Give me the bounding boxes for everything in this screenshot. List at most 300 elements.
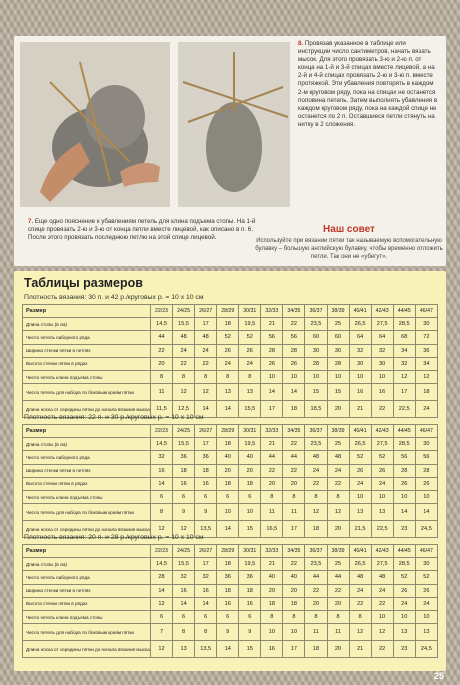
size-header-cell: 22/23 bbox=[151, 425, 173, 438]
table-cell: 68 bbox=[393, 331, 415, 344]
table-cell: 8 bbox=[283, 610, 305, 623]
table-cell: 30 bbox=[415, 438, 437, 451]
advice-title: Наш совет bbox=[323, 224, 375, 235]
table-cell: 52 bbox=[415, 571, 437, 584]
table-cell: 44 bbox=[327, 571, 349, 584]
table-cell: 24 bbox=[217, 357, 239, 370]
row-label: Длина стопы (в см) bbox=[23, 558, 151, 571]
table-cell: 18 bbox=[415, 384, 437, 401]
row-label: Число петель наборного ряда bbox=[23, 571, 151, 584]
table-cell: 21 bbox=[261, 438, 283, 451]
table-cell: 22 bbox=[283, 438, 305, 451]
table-cell: 28 bbox=[283, 344, 305, 357]
table-cell: 24 bbox=[173, 344, 195, 357]
table-cell: 8 bbox=[349, 610, 371, 623]
table-cell: 14 bbox=[151, 584, 173, 597]
table-cell: 15,5 bbox=[173, 558, 195, 571]
table-cell: 18 bbox=[283, 401, 305, 418]
row-label: Длина стопы (в см) bbox=[23, 438, 151, 451]
row-label: Ширина стенки пятки в петлях bbox=[23, 584, 151, 597]
size-header-cell: 38/39 bbox=[327, 545, 349, 558]
table-cell: 22 bbox=[371, 641, 393, 658]
row-label: Высота стенки пятки в рядах bbox=[23, 597, 151, 610]
row-label: Длина носка от середины пятки до начала вязания мыска bbox=[23, 641, 151, 658]
table-cell: 52 bbox=[217, 331, 239, 344]
table-cell: 24 bbox=[349, 477, 371, 490]
size-header-cell: 24/25 bbox=[173, 425, 195, 438]
table-cell: 17 bbox=[283, 641, 305, 658]
size-header-label: Размер bbox=[23, 305, 151, 318]
table-cell: 18 bbox=[217, 584, 239, 597]
table-cell: 26 bbox=[217, 344, 239, 357]
table-row bbox=[23, 584, 438, 597]
table-cell: 25 bbox=[327, 438, 349, 451]
table-cell: 22 bbox=[195, 357, 217, 370]
table-cell: 10 bbox=[239, 504, 261, 521]
table-row bbox=[23, 318, 438, 331]
table-cell: 14 bbox=[173, 597, 195, 610]
table-cell: 9 bbox=[239, 624, 261, 641]
table-cell: 28,5 bbox=[393, 438, 415, 451]
size-header-cell: 34/35 bbox=[283, 425, 305, 438]
table-cell: 14 bbox=[415, 504, 437, 521]
table-cell: 17 bbox=[195, 318, 217, 331]
table-cell: 26 bbox=[371, 464, 393, 477]
table-cell: 26,5 bbox=[349, 438, 371, 451]
size-header-label: Размер bbox=[23, 425, 151, 438]
table-cell: 20 bbox=[217, 464, 239, 477]
size-header-cell: 28/29 bbox=[217, 425, 239, 438]
table-cell: 24 bbox=[393, 597, 415, 610]
table-cell: 48 bbox=[349, 571, 371, 584]
table-cell: 11 bbox=[283, 504, 305, 521]
table-cell: 72 bbox=[415, 331, 437, 344]
table-cell: 28,5 bbox=[393, 558, 415, 571]
table-cell: 20 bbox=[327, 521, 349, 538]
table-cell: 8 bbox=[151, 504, 173, 521]
table-cell: 18 bbox=[305, 641, 327, 658]
row-label: Число петель клина подъема стопы bbox=[23, 370, 151, 383]
row-label: Число петель наборного ряда bbox=[23, 331, 151, 344]
table-cell: 27,5 bbox=[371, 558, 393, 571]
row-label: Высота стенки пятки в рядах bbox=[23, 477, 151, 490]
table-cell: 8 bbox=[195, 624, 217, 641]
table-cell: 24 bbox=[195, 344, 217, 357]
table-cell: 6 bbox=[151, 610, 173, 623]
table-cell: 26 bbox=[283, 357, 305, 370]
page-title: Таблицы размеров bbox=[24, 276, 143, 290]
table-row bbox=[23, 370, 438, 383]
table-cell: 28 bbox=[261, 344, 283, 357]
table-cell: 23,5 bbox=[305, 438, 327, 451]
table-cell: 23,5 bbox=[305, 318, 327, 331]
table-cell: 8 bbox=[327, 490, 349, 503]
table-cell: 16 bbox=[239, 597, 261, 610]
size-table-2 bbox=[22, 424, 438, 538]
table-cell: 14 bbox=[261, 384, 283, 401]
size-header-cell: 26/27 bbox=[195, 545, 217, 558]
table-cell: 56 bbox=[261, 331, 283, 344]
table-cell: 14,5 bbox=[151, 318, 173, 331]
table-cell: 10 bbox=[349, 490, 371, 503]
table-cell: 8 bbox=[173, 624, 195, 641]
table-cell: 8 bbox=[195, 370, 217, 383]
table-cell: 18 bbox=[217, 558, 239, 571]
table-cell: 12 bbox=[151, 597, 173, 610]
table-cell: 10 bbox=[283, 370, 305, 383]
size-header-cell: 40/41 bbox=[349, 305, 371, 318]
table-cell: 14 bbox=[393, 504, 415, 521]
table-row bbox=[23, 357, 438, 370]
table-cell: 6 bbox=[151, 490, 173, 503]
table-cell: 22 bbox=[151, 344, 173, 357]
table-cell: 12 bbox=[415, 370, 437, 383]
table-cell: 56 bbox=[283, 331, 305, 344]
table-cell: 13 bbox=[415, 624, 437, 641]
table-row bbox=[23, 641, 438, 658]
row-label: Длина стопы (в см) bbox=[23, 318, 151, 331]
step-8-text bbox=[298, 40, 438, 129]
table-cell: 22 bbox=[349, 597, 371, 610]
table-cell: 10 bbox=[415, 490, 437, 503]
table-cell: 23 bbox=[393, 641, 415, 658]
table-cell: 48 bbox=[371, 571, 393, 584]
table-cell: 14 bbox=[195, 597, 217, 610]
table-cell: 52 bbox=[371, 451, 393, 464]
table-row bbox=[23, 331, 438, 344]
table-cell: 18,5 bbox=[305, 401, 327, 418]
table-cell: 12 bbox=[393, 370, 415, 383]
table-cell: 10 bbox=[393, 490, 415, 503]
table-cell: 17 bbox=[195, 558, 217, 571]
table-cell: 10 bbox=[217, 504, 239, 521]
table-cell: 36 bbox=[415, 344, 437, 357]
table-cell: 16 bbox=[195, 477, 217, 490]
size-header-cell: 34/35 bbox=[283, 305, 305, 318]
size-header-cell: 32/33 bbox=[261, 425, 283, 438]
table-cell: 27,5 bbox=[371, 318, 393, 331]
step-7-body: Еще одно пояснение к убавлениям петель для клина подъема стопы. На 1-й спице провязать 2-ю и 3-ю от конца петли вместе лицевой, как описано в п. 6. После этого провязать последнюю петлю на этой спице лицевой. bbox=[28, 218, 256, 242]
table-cell: 21 bbox=[349, 401, 371, 418]
table-cell: 48 bbox=[173, 331, 195, 344]
table-cell: 10 bbox=[393, 610, 415, 623]
table-cell: 52 bbox=[349, 451, 371, 464]
table-cell: 18 bbox=[261, 597, 283, 610]
table-cell: 12 bbox=[151, 521, 173, 538]
table-cell: 30 bbox=[349, 357, 371, 370]
size-table-1 bbox=[22, 304, 438, 418]
size-header-cell: 46/47 bbox=[415, 425, 437, 438]
table-cell: 10 bbox=[327, 370, 349, 383]
table-cell: 16 bbox=[195, 584, 217, 597]
table-cell: 10 bbox=[305, 370, 327, 383]
table-cell: 32 bbox=[371, 344, 393, 357]
size-header-cell: 32/33 bbox=[261, 305, 283, 318]
table-cell: 52 bbox=[393, 571, 415, 584]
instruction-panel bbox=[14, 36, 446, 266]
table-cell: 30 bbox=[327, 344, 349, 357]
size-header-cell: 46/47 bbox=[415, 305, 437, 318]
photo-knitting-step7 bbox=[20, 42, 170, 207]
table-row bbox=[23, 571, 438, 584]
table-cell: 22 bbox=[283, 318, 305, 331]
size-header-cell: 32/33 bbox=[261, 545, 283, 558]
table-cell: 21 bbox=[261, 558, 283, 571]
table-cell: 26 bbox=[415, 477, 437, 490]
table-cell: 16 bbox=[349, 384, 371, 401]
size-header-cell: 34/35 bbox=[283, 545, 305, 558]
table-cell: 24,5 bbox=[415, 641, 437, 658]
table-cell: 18 bbox=[195, 464, 217, 477]
table-cell: 9 bbox=[195, 504, 217, 521]
table-cell: 30 bbox=[305, 344, 327, 357]
table-cell: 10 bbox=[349, 370, 371, 383]
table-cell: 12,5 bbox=[173, 401, 195, 418]
table-cell: 16 bbox=[217, 597, 239, 610]
size-header-cell: 30/31 bbox=[239, 305, 261, 318]
table-cell: 15,5 bbox=[239, 401, 261, 418]
table-cell: 12 bbox=[349, 624, 371, 641]
table-row bbox=[23, 490, 438, 503]
table-cell: 40 bbox=[283, 571, 305, 584]
table-cell: 13 bbox=[239, 384, 261, 401]
table-cell: 6 bbox=[173, 490, 195, 503]
table-cell: 6 bbox=[239, 490, 261, 503]
table-cell: 20 bbox=[327, 401, 349, 418]
table-cell: 14,5 bbox=[151, 438, 173, 451]
table-cell: 34 bbox=[393, 344, 415, 357]
size-tables-panel bbox=[14, 271, 446, 671]
table-cell: 36 bbox=[239, 571, 261, 584]
table-cell: 24 bbox=[415, 401, 437, 418]
size-table-3 bbox=[22, 544, 438, 658]
table-cell: 20 bbox=[327, 597, 349, 610]
table-cell: 20 bbox=[239, 464, 261, 477]
table-cell: 12 bbox=[327, 504, 349, 521]
table-cell: 24 bbox=[327, 464, 349, 477]
gauge-label-1: Плотность вязания: 30 п. и 42 р./круговых р. = 10 х 10 см bbox=[24, 294, 204, 301]
table-cell: 60 bbox=[305, 331, 327, 344]
table-cell: 22 bbox=[261, 464, 283, 477]
step-8-number: 8. bbox=[298, 40, 304, 47]
photo-knitting-step8 bbox=[178, 42, 290, 207]
table-cell: 64 bbox=[371, 331, 393, 344]
table-cell: 24 bbox=[371, 477, 393, 490]
table-cell: 12 bbox=[173, 521, 195, 538]
size-header-cell: 22/23 bbox=[151, 545, 173, 558]
row-label: Число петель для набора по боковым краям пятки bbox=[23, 504, 151, 521]
table-cell: 14 bbox=[283, 384, 305, 401]
table-row bbox=[23, 597, 438, 610]
row-label: Число петель для набора по боковым краям пятки bbox=[23, 624, 151, 641]
table-cell: 6 bbox=[217, 610, 239, 623]
size-header-cell: 26/27 bbox=[195, 425, 217, 438]
table-cell: 13,5 bbox=[195, 521, 217, 538]
table-cell: 8 bbox=[217, 370, 239, 383]
table-cell: 40 bbox=[217, 451, 239, 464]
table-cell: 14 bbox=[217, 401, 239, 418]
table-cell: 28 bbox=[151, 571, 173, 584]
table-cell: 26 bbox=[393, 477, 415, 490]
table-cell: 16 bbox=[173, 584, 195, 597]
size-header-cell: 26/27 bbox=[195, 305, 217, 318]
table-cell: 44 bbox=[305, 571, 327, 584]
size-header-cell: 42/43 bbox=[371, 305, 393, 318]
size-header-cell: 36/37 bbox=[305, 305, 327, 318]
size-header-cell: 40/41 bbox=[349, 545, 371, 558]
advice-box bbox=[254, 224, 444, 261]
table-row bbox=[23, 384, 438, 401]
table-cell: 8 bbox=[305, 610, 327, 623]
table-cell: 14 bbox=[217, 521, 239, 538]
table-cell: 48 bbox=[195, 331, 217, 344]
table-cell: 16 bbox=[151, 464, 173, 477]
table-cell: 6 bbox=[217, 490, 239, 503]
advice-text: Используйте при вязании пятки так называемую вспомогательную булавку – большую английскую булавку, чтобы временно отложить петли. Так они не «убегут». bbox=[255, 238, 443, 260]
table-cell: 32 bbox=[195, 571, 217, 584]
table-cell: 12 bbox=[371, 624, 393, 641]
table-cell: 11 bbox=[327, 624, 349, 641]
row-label: Число петель наборного ряда bbox=[23, 451, 151, 464]
table-cell: 19,5 bbox=[239, 318, 261, 331]
table-cell: 8 bbox=[305, 490, 327, 503]
table-cell: 26,5 bbox=[349, 318, 371, 331]
table-cell: 12 bbox=[151, 641, 173, 658]
step-7-text bbox=[28, 218, 258, 242]
table-cell: 10 bbox=[371, 370, 393, 383]
table-cell: 17 bbox=[283, 521, 305, 538]
table-cell: 30 bbox=[415, 318, 437, 331]
size-header-cell: 46/47 bbox=[415, 545, 437, 558]
table-cell: 22 bbox=[371, 401, 393, 418]
table-cell: 22 bbox=[305, 477, 327, 490]
table-cell: 13 bbox=[217, 384, 239, 401]
row-label: Длина носка от середины пятки до начала вязания мыска bbox=[23, 401, 151, 418]
table-cell: 15 bbox=[239, 521, 261, 538]
table-cell: 23 bbox=[393, 521, 415, 538]
table-cell: 24 bbox=[239, 357, 261, 370]
table-cell: 44 bbox=[151, 331, 173, 344]
size-header-cell: 30/31 bbox=[239, 425, 261, 438]
table-cell: 16 bbox=[261, 641, 283, 658]
step-8-body: Провязав указанное в таблице или инструкции число сантиметров, начать вязать мысок. Для этого провязать 3-ю и 2-ю п. от конца на 1-й и 3-й спицах вместе лицевой, а на 2-й и 4-й спицах провязать 2-ю и 3-ю п. вместе протяжкой. Эти убавления повторять в каждом 2-м круговом ряду, пока на спицах не останется половина петель. Затем выполнять убавления в каждом круговом ряду, пока на каждой спице не останется по 2 п. Оставшиеся петли стянуть на нитку в 2 сложения. bbox=[298, 40, 438, 128]
table-cell: 20 bbox=[283, 584, 305, 597]
row-label: Число петель для набора по боковым краям пятки bbox=[23, 384, 151, 401]
table-cell: 56 bbox=[393, 451, 415, 464]
table-cell: 48 bbox=[327, 451, 349, 464]
gauge-label-3: Плотность вязания: 20 п. и 28 р./круговых р. = 10 х 10 см bbox=[24, 534, 204, 541]
table-cell: 52 bbox=[239, 331, 261, 344]
table-cell: 18 bbox=[173, 464, 195, 477]
table-cell: 8 bbox=[283, 490, 305, 503]
table-cell: 19,5 bbox=[239, 558, 261, 571]
table-cell: 26 bbox=[239, 344, 261, 357]
table-cell: 28,5 bbox=[393, 318, 415, 331]
table-cell: 22 bbox=[327, 584, 349, 597]
table-cell: 22 bbox=[283, 558, 305, 571]
table-cell: 60 bbox=[327, 331, 349, 344]
table-cell: 21 bbox=[349, 641, 371, 658]
table-row bbox=[23, 451, 438, 464]
table-cell: 22 bbox=[173, 357, 195, 370]
table-cell: 20 bbox=[283, 477, 305, 490]
table-cell: 10 bbox=[261, 624, 283, 641]
table-cell: 20 bbox=[151, 357, 173, 370]
table-cell: 26 bbox=[349, 464, 371, 477]
size-header-cell: 44/45 bbox=[393, 305, 415, 318]
size-header-cell: 24/25 bbox=[173, 305, 195, 318]
table-cell: 20 bbox=[261, 477, 283, 490]
size-header-cell: 42/43 bbox=[371, 425, 393, 438]
size-header-label: Размер bbox=[23, 545, 151, 558]
size-header-cell: 30/31 bbox=[239, 545, 261, 558]
table-cell: 8 bbox=[151, 370, 173, 383]
table-cell: 13 bbox=[349, 504, 371, 521]
table-cell: 8 bbox=[261, 610, 283, 623]
table-cell: 40 bbox=[261, 571, 283, 584]
size-header-cell: 42/43 bbox=[371, 545, 393, 558]
table-cell: 16 bbox=[173, 477, 195, 490]
table-cell: 18 bbox=[239, 477, 261, 490]
table-cell: 16 bbox=[371, 384, 393, 401]
size-header-cell: 44/45 bbox=[393, 425, 415, 438]
table-row bbox=[23, 610, 438, 623]
size-header-row bbox=[23, 425, 438, 438]
table-cell: 19,5 bbox=[239, 438, 261, 451]
table-cell: 10 bbox=[283, 624, 305, 641]
table-cell: 14 bbox=[151, 477, 173, 490]
table-cell: 10 bbox=[415, 610, 437, 623]
row-label: Длина носка от середины пятки до начала вязания мыска bbox=[23, 521, 151, 538]
table-cell: 18 bbox=[239, 584, 261, 597]
size-header-cell: 38/39 bbox=[327, 425, 349, 438]
table-cell: 12 bbox=[173, 384, 195, 401]
table-row bbox=[23, 504, 438, 521]
row-label: Число петель клина подъема стопы bbox=[23, 610, 151, 623]
table-cell: 13 bbox=[173, 641, 195, 658]
table-cell: 28 bbox=[327, 357, 349, 370]
table-cell: 32 bbox=[151, 451, 173, 464]
table-cell: 9 bbox=[173, 504, 195, 521]
table-cell: 13,5 bbox=[195, 641, 217, 658]
table-cell: 36 bbox=[217, 571, 239, 584]
table-cell: 30 bbox=[415, 558, 437, 571]
table-cell: 17 bbox=[195, 438, 217, 451]
table-cell: 12 bbox=[195, 384, 217, 401]
table-cell: 22 bbox=[371, 597, 393, 610]
table-cell: 8 bbox=[239, 370, 261, 383]
table-cell: 64 bbox=[349, 331, 371, 344]
table-cell: 24 bbox=[415, 597, 437, 610]
table-row bbox=[23, 464, 438, 477]
table-cell: 6 bbox=[239, 610, 261, 623]
size-header-cell: 28/29 bbox=[217, 305, 239, 318]
size-header-cell: 28/29 bbox=[217, 545, 239, 558]
table-cell: 36 bbox=[195, 451, 217, 464]
table-cell: 17 bbox=[393, 384, 415, 401]
table-row bbox=[23, 624, 438, 641]
table-cell: 22 bbox=[283, 464, 305, 477]
table-cell: 14,5 bbox=[151, 558, 173, 571]
table-cell: 18 bbox=[217, 438, 239, 451]
table-cell: 15,5 bbox=[173, 438, 195, 451]
table-cell: 24 bbox=[305, 464, 327, 477]
page-number: 25 bbox=[433, 671, 444, 681]
table-row bbox=[23, 558, 438, 571]
table-cell: 15 bbox=[327, 384, 349, 401]
size-header-row bbox=[23, 305, 438, 318]
table-cell: 28 bbox=[415, 464, 437, 477]
